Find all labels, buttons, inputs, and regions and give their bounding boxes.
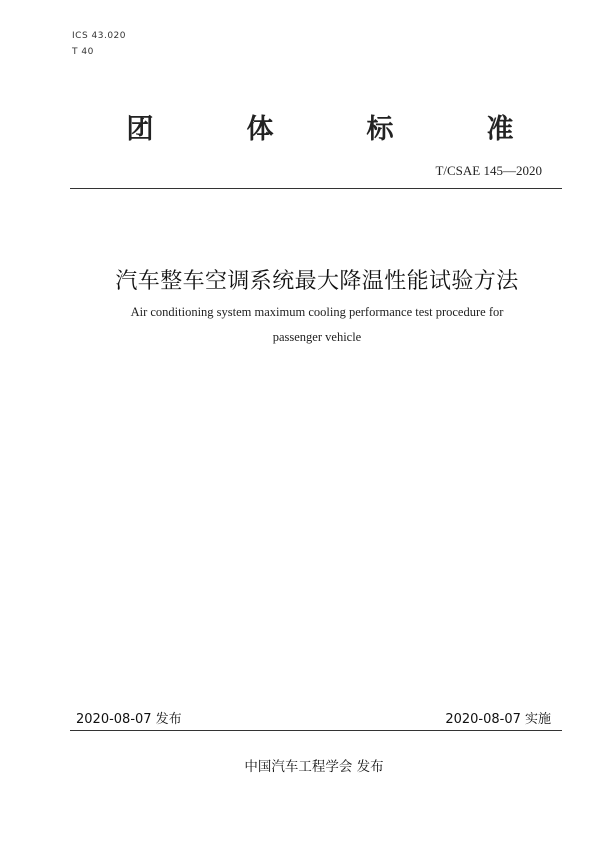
standard-number: T/CSAE 145—2020 — [435, 163, 542, 178]
title-chinese: 汽车整车空调系统最大降温性能试验方法 — [115, 269, 519, 294]
header-divider — [70, 188, 562, 189]
title-english-line1: Air conditioning system maximum cooling performance test procedure for — [130, 305, 504, 319]
publisher: 中国汽车工程学会 发布 — [244, 759, 384, 775]
banner-char-1: 团 — [126, 113, 154, 145]
standard-type-banner — [120, 106, 520, 146]
banner-char-3: 标 — [366, 113, 394, 145]
issue-date: 2020-08-07 发布 — [76, 712, 182, 727]
ics-code: ICS 43.020 — [72, 31, 127, 41]
banner-char-2: 体 — [246, 113, 274, 145]
ccs-code: T 40 — [72, 47, 94, 57]
implementation-date: 2020-08-07 实施 — [445, 712, 551, 727]
footer-divider — [70, 730, 562, 731]
banner-char-4: 准 — [486, 113, 514, 145]
title-english-line2: passenger vehicle — [272, 330, 362, 344]
